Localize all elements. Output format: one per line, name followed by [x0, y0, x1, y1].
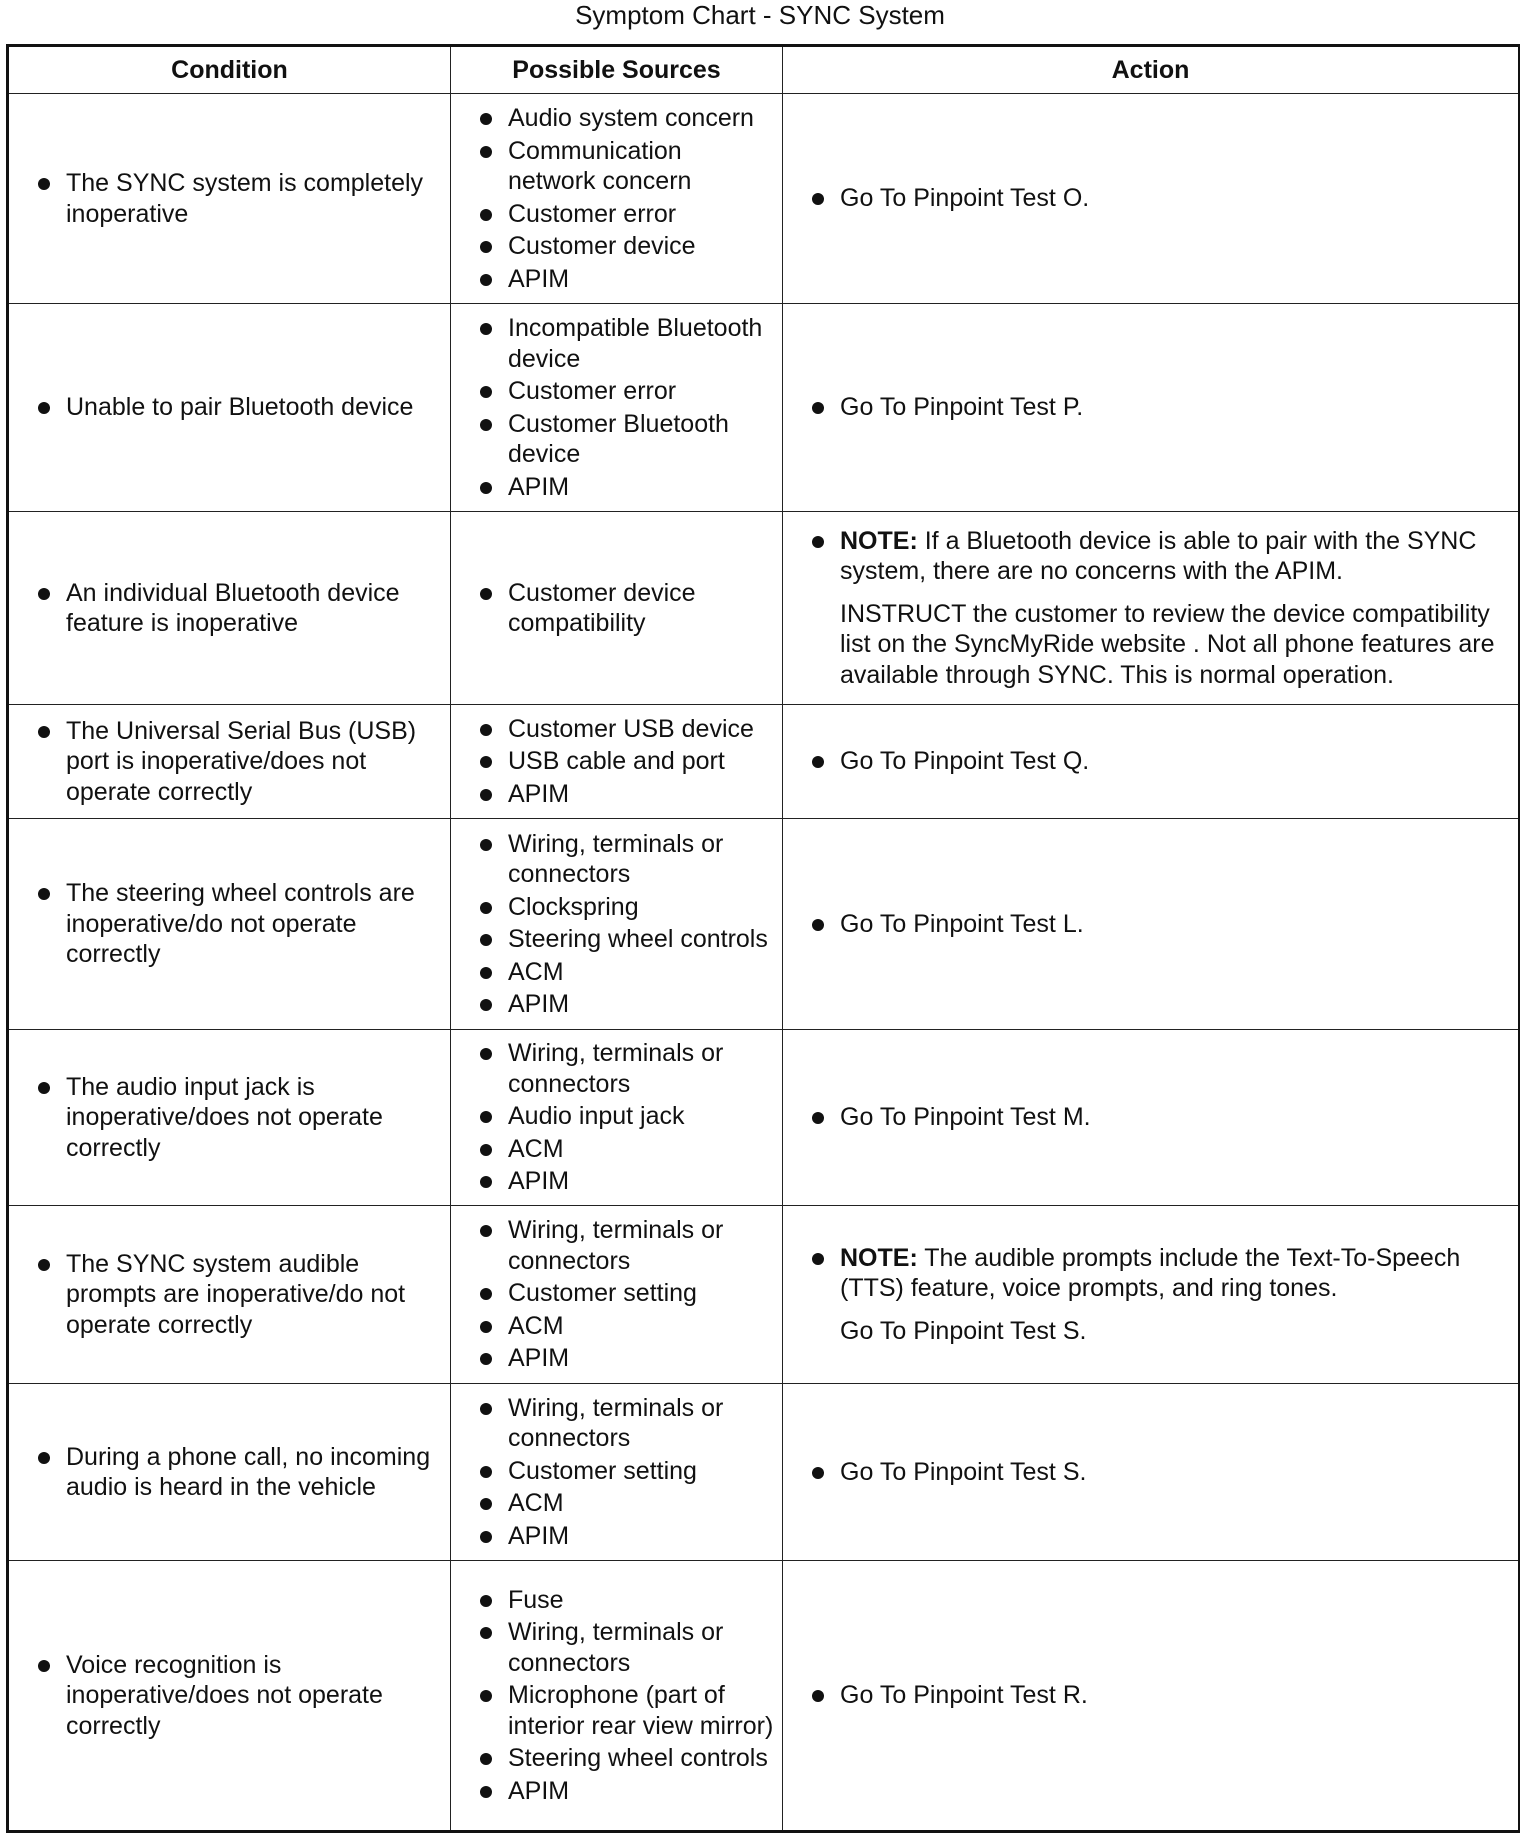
source-item: Customer Bluetooth device [451, 409, 774, 470]
condition-text: An individual Bluetooth device feature is inoperative [9, 578, 442, 639]
source-item: Wiring, terminals or connectors [451, 829, 774, 890]
source-item: Customer error [451, 376, 774, 407]
source-item: Wiring, terminals or connectors [451, 1617, 774, 1678]
table-row [8, 1384, 1520, 1561]
table-row [8, 1030, 1520, 1206]
action-note [783, 1243, 1510, 1304]
table-row [8, 304, 1520, 512]
source-item: APIM [451, 1521, 774, 1552]
source-item: APIM [451, 264, 774, 295]
condition-text: During a phone call, no incoming audio is heard in the vehicle [9, 1442, 442, 1503]
action-cell [783, 1030, 1520, 1206]
condition-text: The SYNC system audible prompts are inoperative/do not operate correctly [9, 1249, 442, 1341]
table-row [8, 1206, 1520, 1384]
source-item: APIM [451, 1166, 774, 1197]
action-cell [783, 94, 1520, 304]
source-item: Customer device [451, 231, 774, 262]
sources-cell [451, 512, 783, 705]
condition-text: Voice recognition is inoperative/does not operate correctly [9, 1650, 442, 1742]
condition-text: The audio input jack is inoperative/does not operate correctly [9, 1072, 442, 1164]
action-cell [783, 1206, 1520, 1384]
condition-cell [8, 304, 451, 512]
source-item: Wiring, terminals or connectors [451, 1215, 774, 1276]
condition-text: The steering wheel controls are inoperative/do not operate correctly [9, 878, 442, 970]
source-item: Communication network concern [451, 136, 774, 197]
sources-cell [451, 1561, 783, 1832]
condition-cell [8, 1384, 451, 1561]
table-row [8, 705, 1520, 819]
action-text: Go To Pinpoint Test L. [783, 909, 1510, 940]
action-text: Go To Pinpoint Test P. [783, 392, 1510, 423]
table-row [8, 1561, 1520, 1832]
condition-cell [8, 512, 451, 705]
sources-cell [451, 1030, 783, 1206]
sources-cell [451, 1384, 783, 1561]
source-item: Wiring, terminals or connectors [451, 1038, 774, 1099]
chart-title: Symptom Chart - SYNC System [575, 0, 945, 30]
source-item: Customer setting [451, 1456, 774, 1487]
table-row [8, 819, 1520, 1030]
note-label: NOTE: [840, 1243, 918, 1272]
condition-text: Unable to pair Bluetooth device [9, 392, 442, 423]
source-item: APIM [451, 779, 774, 810]
source-item: Fuse [451, 1585, 774, 1616]
action-text: Go To Pinpoint Test O. [783, 183, 1510, 214]
condition-text: The Universal Serial Bus (USB) port is inoperative/does not operate correctly [9, 716, 442, 808]
action-text: Go To Pinpoint Test M. [783, 1102, 1510, 1133]
source-item: Customer device compatibility [451, 578, 774, 639]
source-item: APIM [451, 1776, 774, 1807]
sources-cell [451, 819, 783, 1030]
source-item: ACM [451, 1488, 774, 1519]
condition-text: The SYNC system is completely inoperative [9, 168, 442, 229]
action-text: INSTRUCT the customer to review the device compatibility list on the SyncMyRide website . Not all phone features are available through SYNC. This is normal operation. [840, 599, 1495, 689]
sources-cell [451, 304, 783, 512]
source-item: APIM [451, 472, 774, 503]
action-cell [783, 1561, 1520, 1832]
condition-cell [8, 705, 451, 819]
sources-cell [451, 705, 783, 819]
action-text: Go To Pinpoint Test R. [783, 1680, 1510, 1711]
source-item: APIM [451, 1343, 774, 1374]
source-item: Wiring, terminals or connectors [451, 1393, 774, 1454]
action-cell [783, 1384, 1520, 1561]
note-label: NOTE: [840, 526, 918, 555]
source-item: APIM [451, 989, 774, 1020]
table-row [8, 94, 1520, 304]
condition-cell [8, 1206, 451, 1384]
action-cell [783, 512, 1520, 705]
action-note [783, 526, 1510, 587]
source-item: Customer setting [451, 1278, 774, 1309]
condition-cell [8, 819, 451, 1030]
action-text: Go To Pinpoint Test Q. [783, 746, 1510, 777]
symptom-chart-table [6, 44, 1520, 1833]
source-item: ACM [451, 1134, 774, 1165]
table-row [8, 512, 1520, 705]
action-text: Go To Pinpoint Test S. [840, 1316, 1087, 1345]
source-item: Audio input jack [451, 1101, 774, 1132]
source-item: Steering wheel controls [451, 1743, 774, 1774]
action-text: Go To Pinpoint Test S. [783, 1457, 1510, 1488]
header-condition: Condition [8, 46, 451, 94]
source-item: Customer USB device [451, 714, 774, 745]
condition-cell [8, 1030, 451, 1206]
sources-cell [451, 1206, 783, 1384]
note-text: If a Bluetooth device is able to pair with the SYNC system, there are no concerns with the APIM. [840, 526, 1477, 586]
source-item: Customer error [451, 199, 774, 230]
condition-cell [8, 1561, 451, 1832]
header-possible-sources: Possible Sources [451, 46, 783, 94]
action-cell [783, 304, 1520, 512]
source-item: ACM [451, 957, 774, 988]
source-item: Steering wheel controls [451, 924, 774, 955]
source-item: Audio system concern [451, 103, 774, 134]
action-cell [783, 705, 1520, 819]
condition-cell [8, 94, 451, 304]
source-item: Microphone (part of interior rear view mirror) [451, 1680, 774, 1741]
source-item: Incompatible Bluetooth device [451, 313, 774, 374]
source-item: Clockspring [451, 892, 774, 923]
header-row [8, 46, 1520, 94]
header-action: Action [783, 46, 1520, 94]
note-text: The audible prompts include the Text-To-Speech (TTS) feature, voice prompts, and ring tones. [840, 1243, 1461, 1303]
sources-cell [451, 94, 783, 304]
source-item: ACM [451, 1311, 774, 1342]
source-item: USB cable and port [451, 746, 774, 777]
action-cell [783, 819, 1520, 1030]
